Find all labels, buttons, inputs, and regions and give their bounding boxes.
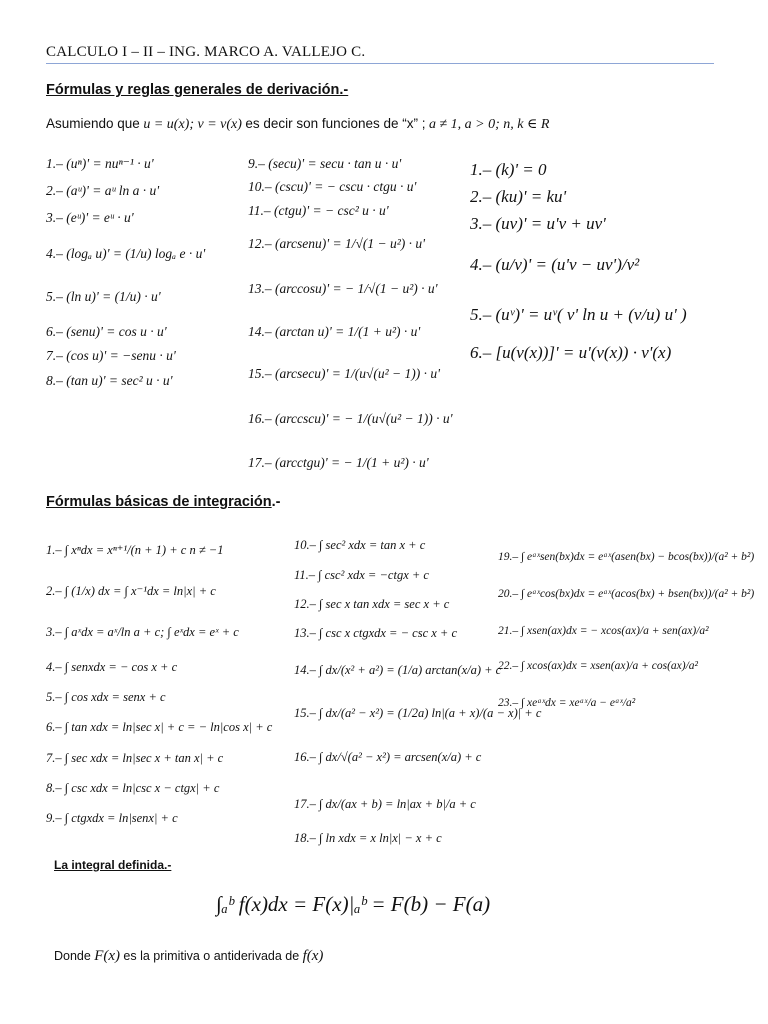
derivation-formula: 2.– (aᵘ)' = aᵘ ln a · u' <box>46 183 160 198</box>
integration-formula: 22.– ∫ xcos(ax)dx = xsen(ax)/a + cos(ax)/a² <box>498 660 698 672</box>
derivation-formula: 12.– (arcsenu)' = 1/√(1 − u²) · u' <box>248 236 426 251</box>
definite-integral-note <box>54 948 323 965</box>
derivation-rule: 3.– (uv)' = u'v + uv' <box>470 214 606 233</box>
note-function: f(x) <box>302 948 324 964</box>
derivation-rule: 4.– (u/v)' = (u'v − uv')/v² <box>470 255 640 274</box>
integration-formula: 11.– ∫ csc² xdx = −ctgx + c <box>294 568 429 582</box>
derivation-formula: 15.– (arcsecu)' = 1/(u√(u² − 1)) · u' <box>248 366 441 381</box>
integration-formula: 16.– ∫ dx/√(a² − x²) = arcsen(x/a) + c <box>294 750 482 764</box>
assumption-math: u = u(x); v = v(x) <box>143 117 242 132</box>
assumption-text: es decir son funciones de “x” ; <box>245 116 426 131</box>
integration-formula: 18.– ∫ ln xdx = x ln|x| − x + c <box>294 831 442 845</box>
integration-formula: 6.– ∫ tan xdx = ln|sec x| + c = − ln|cos x| + c <box>46 720 273 734</box>
note-middle: es la primitiva o antiderivada de <box>123 949 300 963</box>
integration-formula: 9.– ∫ ctgxdx = ln|senx| + c <box>46 811 178 825</box>
integration-formula: 7.– ∫ sec xdx = ln|sec x + tan x| + c <box>46 751 224 765</box>
definite-integral-formula: ∫ₐᵇ f(x)dx = F(x)|ₐᵇ = F(b) − F(a) <box>216 892 491 916</box>
integration-formula: 4.– ∫ senxdx = − cos x + c <box>46 660 178 674</box>
definite-integral-title: La integral definida.- <box>54 858 172 872</box>
page-header: CALCULO I – II – ING. MARCO A. VALLEJO C. <box>46 44 366 60</box>
derivation-formula: 14.– (arctan u)' = 1/(1 + u²) · u' <box>248 324 421 339</box>
note-lead: Donde <box>54 949 91 963</box>
derivation-formula: 11.– (ctgu)' = − csc² u · u' <box>248 203 389 218</box>
integration-formula: 20.– ∫ eᵃˣcos(bx)dx = eᵃˣ(acos(bx) + bsen(bx))/(a² + b²) <box>498 588 755 600</box>
integration-formula: 13.– ∫ csc x ctgxdx = − csc x + c <box>294 626 458 640</box>
integration-formula: 15.– ∫ dx/(a² − x²) = (1/2a) ln|(a + x)/(a − x)| + c <box>294 706 542 720</box>
derivation-rule: 6.– [u(v(x))]' = u'(v(x)) · v'(x) <box>470 343 672 362</box>
integration-formula: 14.– ∫ dx/(x² + a²) = (1/a) arctan(x/a) + c <box>294 663 502 677</box>
integration-formula: 3.– ∫ aˣdx = aˣ/ln a + c; ∫ eˣdx = eˣ + c <box>46 625 239 639</box>
assumption-line <box>46 116 549 133</box>
integration-formula: 10.– ∫ sec² xdx = tan x + c <box>294 538 426 552</box>
assumption-lead: Asumiendo que <box>46 116 140 131</box>
derivation-section-title: Fórmulas y reglas generales de derivación.- <box>46 82 349 98</box>
integration-formula: 8.– ∫ csc xdx = ln|csc x − ctgx| + c <box>46 781 220 795</box>
note-primitive: F(x) <box>94 948 121 964</box>
integration-formula: 12.– ∫ sec x tan xdx = sec x + c <box>294 597 450 611</box>
integration-formula: 17.– ∫ dx/(ax + b) = ln|ax + b|/a + c <box>294 797 476 811</box>
derivation-rule: 5.– (uᵛ)' = uᵛ( v' ln u + (v/u) u' ) <box>470 305 687 324</box>
derivation-formula: 6.– (senu)' = cos u · u' <box>46 324 167 339</box>
derivation-formula: 1.– (uⁿ)' = nuⁿ⁻¹ · u' <box>46 156 154 171</box>
integration-section-title-text: Fórmulas básicas de integración <box>46 494 272 510</box>
integration-section-title <box>46 494 281 510</box>
header-divider <box>46 63 714 64</box>
derivation-formula: 10.– (cscu)' = − cscu · ctgu · u' <box>248 179 417 194</box>
integration-formula: 21.– ∫ xsen(ax)dx = − xcos(ax)/a + sen(ax)/a² <box>498 625 709 637</box>
derivation-rule: 1.– (k)' = 0 <box>470 160 547 179</box>
derivation-formula: 5.– (ln u)' = (1/u) · u' <box>46 289 161 304</box>
integration-formula: 2.– ∫ (1/x) dx = ∫ x⁻¹dx = ln|x| + c <box>46 584 216 598</box>
derivation-formula: 8.– (tan u)' = sec² u · u' <box>46 373 173 388</box>
integration-section-title-suffix: .- <box>271 494 281 510</box>
derivation-formula: 4.– (logₐ u)' = (1/u) logₐ e · u' <box>46 246 206 261</box>
derivation-formula: 9.– (secu)' = secu · tan u · u' <box>248 156 402 171</box>
integration-formula: 19.– ∫ eᵃˣsen(bx)dx = eᵃˣ(asen(bx) − bcos(bx))/(a² + b²) <box>498 551 755 563</box>
integration-formula: 5.– ∫ cos xdx = senx + c <box>46 690 166 704</box>
assumption-conditions: a ≠ 1, a > 0; n, k ∈ R <box>428 117 550 132</box>
derivation-formula: 13.– (arccosu)' = − 1/√(1 − u²) · u' <box>248 281 438 296</box>
derivation-formula: 7.– (cos u)' = −senu · u' <box>46 348 176 363</box>
integration-formula: 23.– ∫ xeᵃˣdx = xeᵃˣ/a − eᵃˣ/a² <box>498 697 636 709</box>
derivation-formula: 16.– (arccscu)' = − 1/(u√(u² − 1)) · u' <box>248 411 453 426</box>
derivation-rule: 2.– (ku)' = ku' <box>470 187 567 206</box>
integration-formula: 1.– ∫ xⁿdx = xⁿ⁺¹/(n + 1) + c n ≠ −1 <box>46 543 224 557</box>
derivation-formula: 17.– (arcctgu)' = − 1/(1 + u²) · u' <box>248 455 429 470</box>
derivation-formula: 3.– (eᵘ)' = eᵘ · u' <box>46 210 134 225</box>
